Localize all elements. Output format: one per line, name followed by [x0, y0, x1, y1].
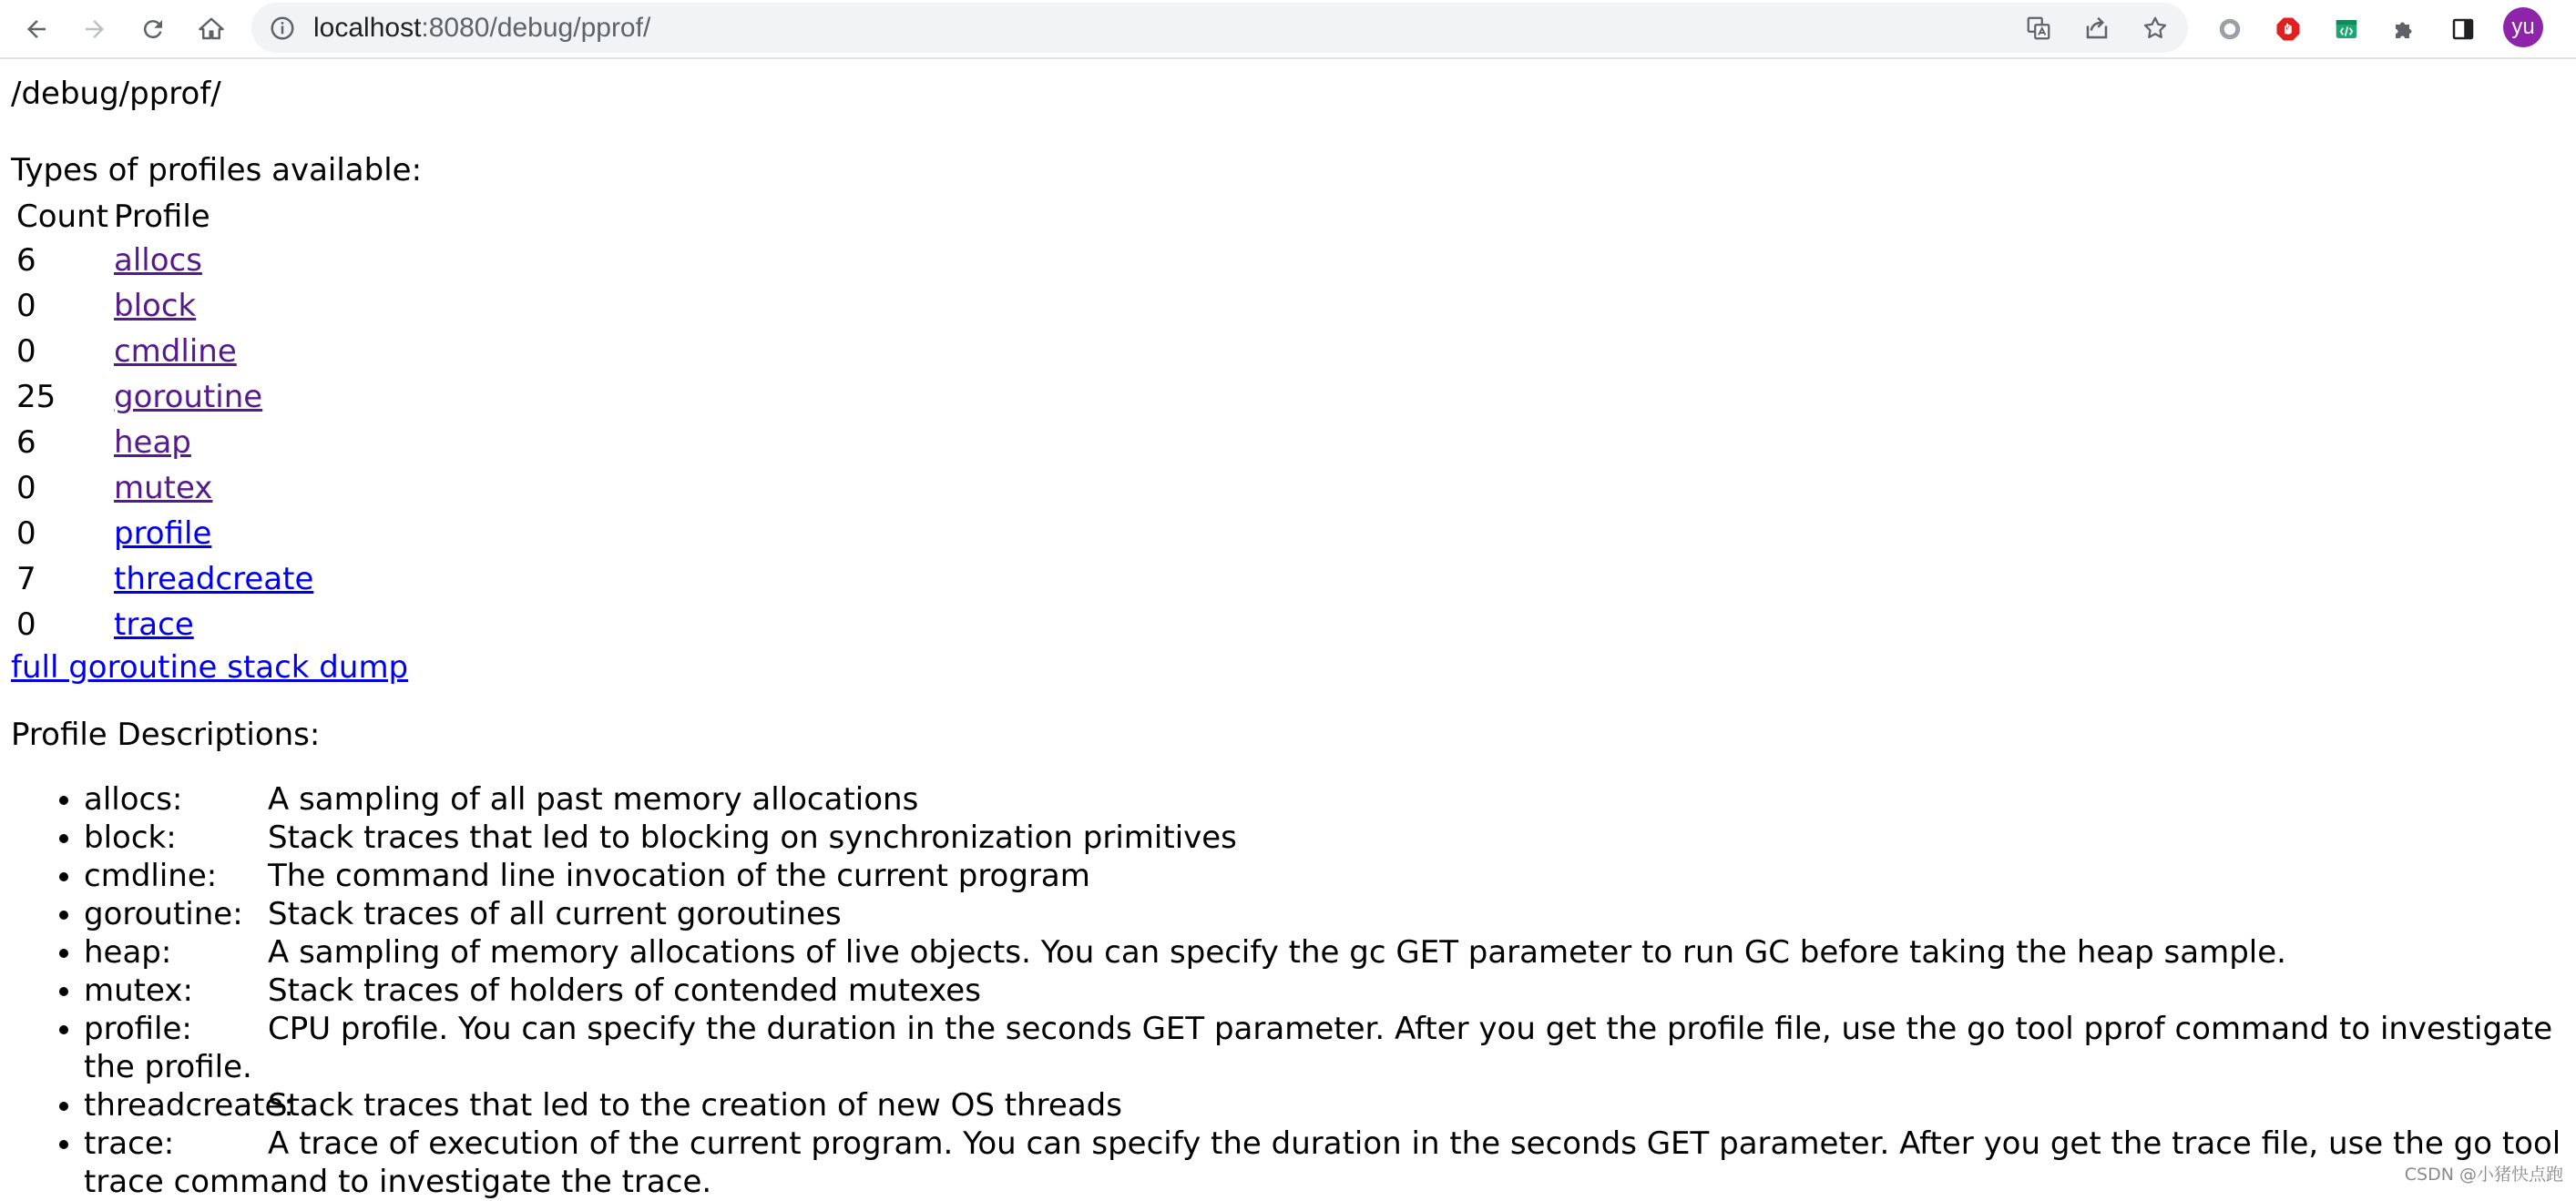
description-text: CPU profile. You can specify the duration in the seconds GET parameter. After you get the profile file, use the go tool pprof command to investigate the profile. [84, 1011, 2552, 1085]
list-item [84, 1086, 2576, 1125]
translate-icon[interactable] [2019, 8, 2059, 48]
profile-link-cmdline[interactable]: cmdline [114, 333, 237, 370]
profile-count: 7 [11, 556, 108, 602]
home-icon[interactable] [191, 9, 231, 49]
back-icon[interactable] [16, 9, 56, 49]
description-text: The command line invocation of the current program [268, 858, 1090, 894]
description-name: threadcreate: [84, 1086, 268, 1125]
profile-link-allocs[interactable]: allocs [114, 242, 202, 279]
profiles-table [11, 196, 313, 647]
table-row [11, 420, 313, 465]
list-item [84, 1125, 2576, 1201]
table-row [11, 238, 313, 283]
description-text: A trace of execution of the current program. You can specify the duration in the seconds GET parameter. After you get the trace file, use the go tool trace command to investigate the trace. [84, 1125, 2561, 1200]
description-name: heap: [84, 933, 268, 972]
forward-icon[interactable] [75, 9, 115, 49]
list-item [84, 819, 2576, 857]
table-row [11, 329, 313, 374]
description-name: block: [84, 819, 268, 857]
profile-link-block[interactable]: block [114, 288, 196, 324]
profile-link-goroutine[interactable]: goroutine [114, 379, 262, 415]
profile-header: Profile [108, 196, 313, 238]
url-text[interactable] [313, 3, 650, 53]
side-panel-icon[interactable] [2443, 9, 2483, 49]
list-item [84, 933, 2576, 972]
bookmark-star-icon[interactable] [2135, 8, 2175, 48]
profile-count: 25 [11, 374, 108, 420]
description-text: Stack traces that led to the creation of new OS threads [268, 1087, 1122, 1124]
profile-count: 0 [11, 283, 108, 329]
description-name: goroutine: [84, 895, 268, 933]
profile-link-mutex[interactable]: mutex [114, 470, 212, 506]
table-row [11, 602, 313, 647]
profile-count: 6 [11, 238, 108, 283]
reload-icon[interactable] [133, 9, 173, 49]
description-text: Stack traces that led to blocking on synchronization primitives [268, 819, 1237, 856]
description-name: allocs: [84, 780, 268, 819]
profile-count: 0 [11, 329, 108, 374]
profile-link-heap[interactable]: heap [114, 424, 191, 461]
profile-count: 6 [11, 420, 108, 465]
profile-count: 0 [11, 465, 108, 511]
profile-link-trace[interactable]: trace [114, 606, 194, 643]
types-label: Types of profiles available: [11, 152, 422, 188]
list-item [84, 895, 2576, 933]
list-item [84, 972, 2576, 1010]
profile-link-profile[interactable]: profile [114, 515, 211, 552]
extension-circle-icon[interactable] [2210, 9, 2250, 49]
table-row [11, 283, 313, 329]
address-bar[interactable] [251, 3, 2188, 53]
watermark: CSDN @小猪快点跑 [2405, 1161, 2563, 1186]
description-text: Stack traces of holders of contended mutexes [268, 972, 981, 1009]
table-row [11, 511, 313, 556]
list-item [84, 780, 2576, 819]
full-goroutine-dump-link[interactable]: full goroutine stack dump [11, 649, 408, 686]
descriptions-list [36, 780, 2576, 1201]
extension-adblock-icon[interactable] [2268, 9, 2308, 49]
browser-toolbar [0, 0, 2576, 59]
table-row [11, 465, 313, 511]
description-name: mutex: [84, 972, 268, 1010]
description-text: A sampling of memory allocations of live objects. You can specify the gc GET parameter to run GC before taking the heap sample. [268, 934, 2286, 971]
description-name: cmdline: [84, 857, 268, 895]
site-info-icon[interactable] [262, 8, 302, 48]
list-item [84, 1010, 2576, 1086]
profile-count: 0 [11, 511, 108, 556]
table-header-row [11, 196, 313, 238]
extensions-puzzle-icon[interactable] [2385, 9, 2425, 49]
url-path: :8080/debug/pprof/ [421, 13, 650, 43]
table-row [11, 556, 313, 602]
profile-avatar[interactable]: yu [2503, 7, 2543, 47]
extension-code-icon[interactable] [2326, 9, 2366, 49]
description-name: trace: [84, 1125, 268, 1163]
profile-link-threadcreate[interactable]: threadcreate [114, 561, 313, 597]
list-item [84, 857, 2576, 895]
table-row [11, 374, 313, 420]
description-text: Stack traces of all current goroutines [268, 896, 842, 932]
share-icon[interactable] [2077, 8, 2117, 48]
page-heading: /debug/pprof/ [11, 76, 221, 112]
description-text: A sampling of all past memory allocations [268, 781, 918, 818]
count-header: Count [11, 196, 108, 238]
url-host: localhost [313, 13, 421, 43]
descriptions-label: Profile Descriptions: [11, 717, 320, 753]
profile-count: 0 [11, 602, 108, 647]
description-name: profile: [84, 1010, 268, 1048]
